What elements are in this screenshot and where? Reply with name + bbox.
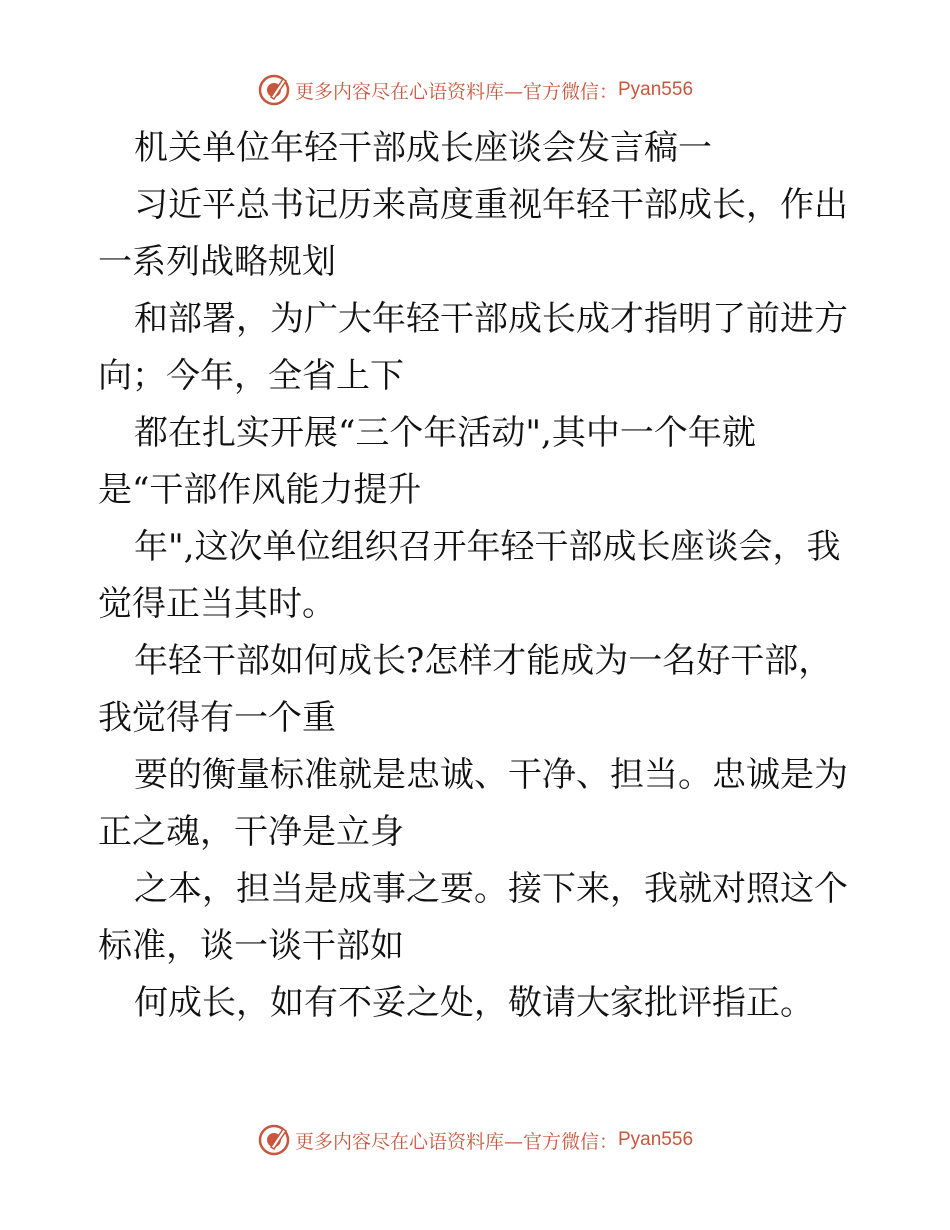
- text-line: 标准，谈一谈干部如: [98, 926, 404, 966]
- text-line: 年",这次单位组织召开年轻干部成长座谈会，我: [134, 527, 841, 567]
- text-line: 要的衡量标准就是忠诚、干净、担当。忠诚是为: [134, 755, 848, 795]
- text-line: 何成长，如有不妥之处，敬请大家批评指正。: [134, 983, 814, 1023]
- banner-wechat-id: Pyan556: [618, 79, 694, 100]
- banner-separator: —官方微信：: [503, 80, 618, 103]
- text-line: 正之魂，干净是立身: [98, 812, 404, 852]
- banner-text: 更多内容尽在心语资料库: [294, 80, 504, 103]
- text-line: 我觉得有一个重: [98, 698, 336, 738]
- text-line: 向；今年，全省上下: [98, 356, 404, 396]
- text-line: 觉得正当其时。: [98, 584, 336, 624]
- banner-separator: —官方微信：: [503, 1130, 618, 1153]
- header-banner: [0, 70, 950, 110]
- text-line: 是“干部作风能力提升: [98, 470, 422, 510]
- pen-logo-icon: [257, 1123, 291, 1157]
- document-body: [98, 120, 858, 1032]
- pen-logo-icon: [257, 73, 291, 107]
- text-line: 年轻干部如何成长?怎样才能成为一名好干部，: [134, 641, 833, 681]
- banner-wechat-id: Pyan556: [618, 1129, 694, 1150]
- text-line: 一系列战略规划: [98, 242, 336, 282]
- text-line: 习近平总书记历来高度重视年轻干部成长，作出: [134, 185, 848, 225]
- footer-banner: [0, 1120, 950, 1160]
- text-line: 和部署，为广大年轻干部成长成才指明了前进方: [134, 299, 848, 339]
- text-line: 都在扎实开展“三个年活动",其中一个年就: [134, 413, 756, 453]
- document-title: 机关单位年轻干部成长座谈会发言稿一: [134, 128, 712, 168]
- banner-text: 更多内容尽在心语资料库: [294, 1130, 504, 1153]
- text-line: 之本，担当是成事之要。接下来，我就对照这个: [134, 869, 848, 909]
